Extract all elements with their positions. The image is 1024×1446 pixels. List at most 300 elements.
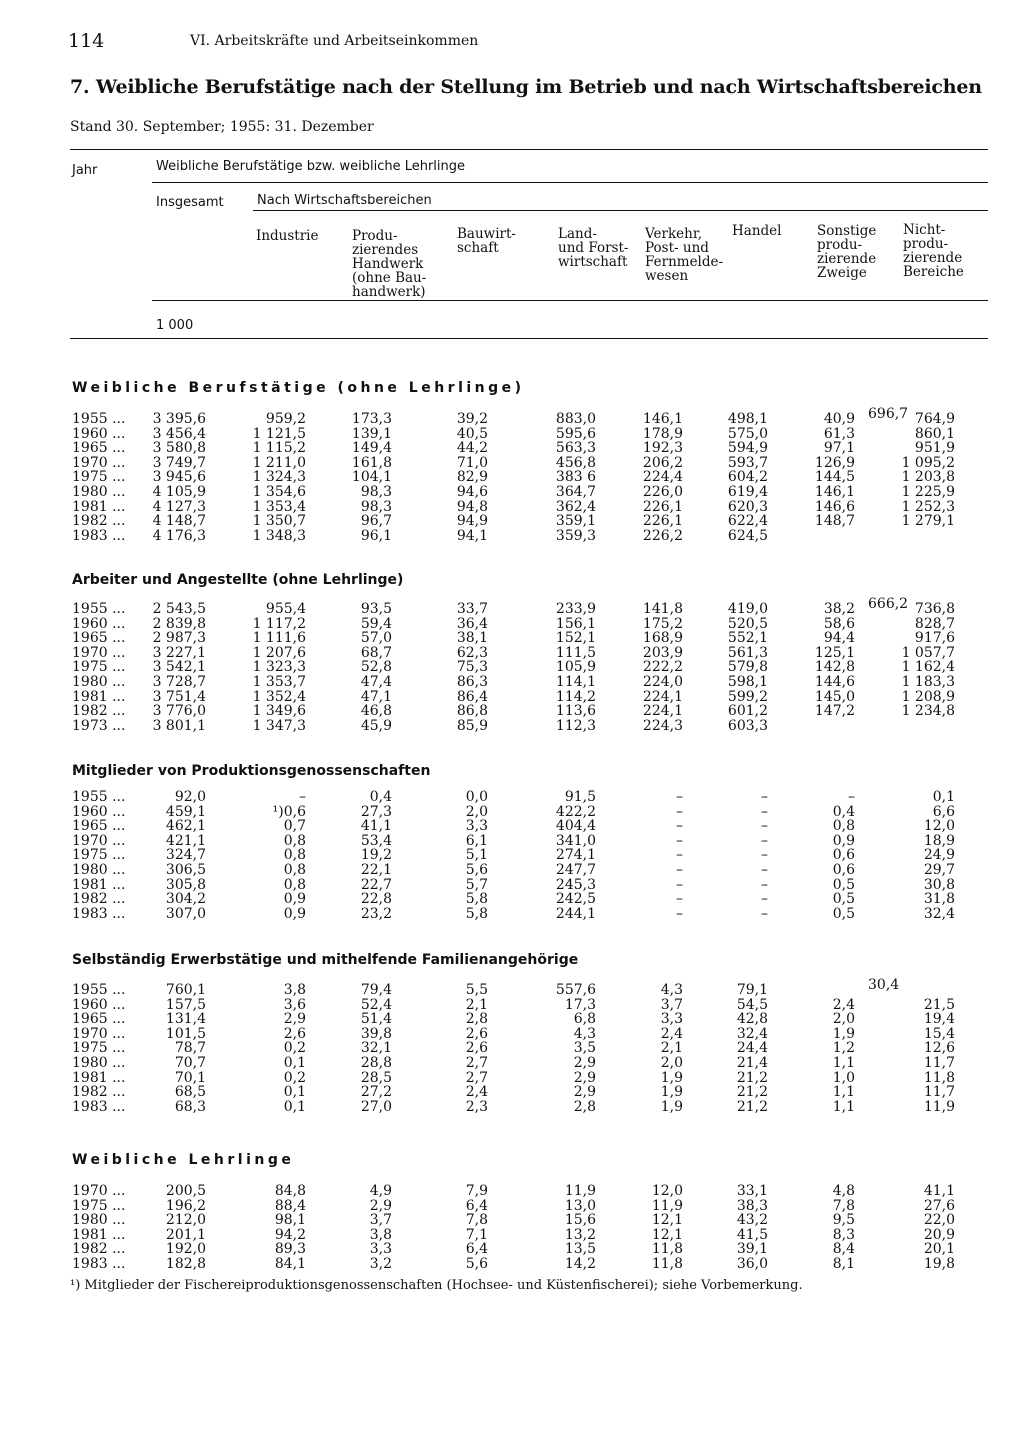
cell-land-forst: 114,1 — [555, 674, 596, 690]
cell-handel: – — [761, 818, 768, 835]
cell-year: 1965 ... — [72, 630, 126, 647]
cell-handwerk: 79,4 — [360, 982, 392, 998]
cell-sonstige: 148,7 — [814, 513, 855, 530]
cell-year: 1955 ... — [72, 601, 126, 617]
cell-verkehr: 3,7 — [660, 996, 683, 1013]
header-rule-bottom — [70, 338, 988, 339]
cell-year: 1982 ... — [72, 1084, 126, 1101]
cell-verkehr: 11,8 — [651, 1256, 683, 1272]
cell-bauwirtschaft: 94,1 — [456, 527, 488, 544]
cell-nicht-produzierende: 21,5 — [923, 996, 955, 1013]
cell-year: 1970 ... — [72, 1025, 126, 1042]
cell-sonstige: 38,2 — [823, 601, 855, 617]
table-row — [0, 1213, 1024, 1228]
cell-handwerk: 19,2 — [360, 847, 392, 864]
cell-industrie: 1 115,2 — [252, 440, 306, 457]
cell-land-forst: 105,9 — [555, 659, 596, 676]
cell-bauwirtschaft: 2,1 — [465, 996, 488, 1013]
cell-handwerk: 98,3 — [360, 498, 392, 515]
cell-handel: 419,0 — [727, 601, 768, 617]
cell-handel: 21,4 — [736, 1055, 768, 1071]
cell-nicht-produzierende: 1 208,9 — [901, 688, 955, 705]
cell-bauwirtschaft: 2,4 — [465, 1084, 488, 1101]
cell-handwerk: 57,0 — [360, 630, 392, 647]
cell-nicht-produzierende: 11,8 — [923, 1069, 955, 1086]
cell-nicht-produzierende: 1 279,1 — [901, 513, 955, 530]
cell-handwerk: 52,4 — [360, 996, 392, 1013]
cell-bauwirtschaft: 86,3 — [456, 674, 488, 690]
cell-handel: 593,7 — [727, 454, 768, 471]
cell-insgesamt: 70,7 — [174, 1055, 206, 1071]
cell-nicht-produzierende: 11,7 — [923, 1084, 955, 1101]
cell-land-forst: 364,7 — [555, 484, 596, 500]
header-col-handwerk: Produ- zierendes Handwerk (ohne Bau- handwerk) — [352, 228, 427, 300]
cell-handel: 36,0 — [736, 1256, 768, 1272]
cell-insgesamt: 68,3 — [174, 1098, 206, 1115]
table-subtitle: Stand 30. September; 1955: 31. Dezember — [70, 119, 374, 135]
section-title: Arbeiter und Angestellte (ohne Lehrlinge) — [72, 572, 404, 588]
cell-insgesamt: 304,2 — [165, 891, 206, 908]
cell-nicht-produzierende: 27,6 — [923, 1197, 955, 1214]
cell-handel: 21,2 — [736, 1069, 768, 1086]
cell-industrie: 0,8 — [283, 862, 306, 878]
cell-insgesamt: 192,0 — [165, 1241, 206, 1258]
table-row — [0, 1100, 1024, 1115]
cell-industrie: 1 348,3 — [252, 527, 306, 544]
cell-verkehr: – — [676, 862, 683, 878]
cell-nicht-produzierende: 20,1 — [923, 1241, 955, 1258]
cell-insgesamt: 196,2 — [165, 1197, 206, 1214]
cell-insgesamt: 3 801,1 — [152, 717, 206, 734]
cell-verkehr: – — [676, 818, 683, 835]
cell-land-forst: 13,0 — [564, 1197, 596, 1214]
cell-verkehr: 226,1 — [642, 513, 683, 530]
cell-insgesamt: 3 580,8 — [152, 440, 206, 457]
cell-handwerk: 139,1 — [351, 425, 392, 442]
cell-industrie: 1 111,6 — [252, 630, 306, 647]
cell-sonstige: 9,5 — [832, 1212, 855, 1229]
cell-year: 1960 ... — [72, 803, 126, 820]
cell-industrie: 1 353,4 — [252, 498, 306, 515]
cell-bauwirtschaft: 94,8 — [456, 498, 488, 515]
cell-year: 1955 ... — [72, 789, 126, 805]
cell-sonstige: 146,1 — [814, 484, 855, 500]
table-row — [0, 790, 1024, 805]
cell-handwerk: 4,9 — [369, 1183, 392, 1199]
cell-year: 1983 ... — [72, 527, 126, 544]
cell-insgesamt: 306,5 — [165, 862, 206, 878]
cell-insgesamt: 3 776,0 — [152, 703, 206, 720]
cell-year: 1955 ... — [72, 982, 126, 998]
cell-insgesamt: 131,4 — [165, 1011, 206, 1028]
table-row — [0, 412, 1024, 427]
cell-sonstige: 2,4 — [832, 996, 855, 1013]
cell-nicht-produzierende: 15,4 — [923, 1025, 955, 1042]
table-row — [0, 1056, 1024, 1071]
cell-handel: 33,1 — [736, 1183, 768, 1199]
section-title: Weibliche Lehrlinge — [72, 1152, 295, 1168]
cell-handel: 38,3 — [736, 1197, 768, 1214]
cell-land-forst: 233,9 — [555, 601, 596, 617]
cell-industrie: 0,1 — [283, 1098, 306, 1115]
cell-sonstige: 8,4 — [832, 1241, 855, 1258]
cell-industrie: ¹)0,6 — [272, 803, 306, 820]
cell-bauwirtschaft: 2,6 — [465, 1040, 488, 1057]
cell-bauwirtschaft: 86,4 — [456, 688, 488, 705]
cell-year: 1970 ... — [72, 644, 126, 661]
cell-year: 1982 ... — [72, 513, 126, 530]
cell-insgesamt: 3 749,7 — [152, 454, 206, 471]
cell-industrie: 1 323,3 — [252, 659, 306, 676]
cell-verkehr: – — [676, 876, 683, 893]
cell-insgesamt: 3 456,4 — [152, 425, 206, 442]
cell-land-forst: 111,5 — [555, 644, 596, 661]
cell-handwerk: 41,1 — [360, 818, 392, 835]
cell-nicht-produzierende: 1 203,8 — [901, 469, 955, 486]
cell-insgesamt: 212,0 — [165, 1212, 206, 1229]
cell-verkehr: 203,9 — [642, 644, 683, 661]
cell-year: 1981 ... — [72, 1226, 126, 1243]
cell-sonstige: 146,6 — [814, 498, 855, 515]
cell-verkehr: 141,8 — [642, 601, 683, 617]
table-row — [0, 704, 1024, 719]
cell-year: 1983 ... — [72, 1256, 126, 1272]
cell-verkehr: 2,4 — [660, 1025, 683, 1042]
cell-insgesamt: 4 176,3 — [152, 527, 206, 544]
cell-verkehr: – — [676, 832, 683, 849]
cell-industrie: 0,2 — [283, 1069, 306, 1086]
table-row — [0, 998, 1024, 1013]
cell-verkehr: 224,0 — [642, 674, 683, 690]
cell-insgesamt: 307,0 — [165, 905, 206, 922]
header-unit: 1 000 — [156, 318, 194, 333]
cell-industrie: 1 121,5 — [252, 425, 306, 442]
cell-land-forst: 13,2 — [564, 1226, 596, 1243]
cell-sonstige: 0,5 — [832, 905, 855, 922]
header-col-handel: Handel — [732, 223, 782, 239]
cell-insgesamt: 92,0 — [174, 789, 206, 805]
cell-verkehr: 178,9 — [642, 425, 683, 442]
cell-year: 1981 ... — [72, 688, 126, 705]
header-col-land-forst: Land- und Forst- wirtschaft — [558, 226, 629, 270]
cell-nicht-produzierende: 860,1 — [914, 425, 955, 442]
cell-handel: – — [761, 876, 768, 893]
table-title: 7. Weibliche Berufstätige nach der Stellung im Betrieb und nach Wirtschaftsbereichen — [70, 76, 982, 98]
cell-year: 1980 ... — [72, 1055, 126, 1071]
cell-sonstige: 1,9 — [832, 1025, 855, 1042]
cell-verkehr: 1,9 — [660, 1069, 683, 1086]
cell-handwerk: 22,8 — [360, 891, 392, 908]
table-row — [0, 485, 1024, 500]
cell-handel: 624,5 — [727, 527, 768, 544]
cell-nicht-produzierende: 32,4 — [923, 905, 955, 922]
cell-handwerk: 32,1 — [360, 1040, 392, 1057]
cell-handel: 604,2 — [727, 469, 768, 486]
cell-nicht-produzierende: 951,9 — [914, 440, 955, 457]
page-number: 114 — [68, 30, 105, 52]
cell-bauwirtschaft: 5,6 — [465, 1256, 488, 1272]
cell-industrie: 0,9 — [283, 905, 306, 922]
header-col-sonstige: Sonstige produ- zierende Zweige — [817, 223, 877, 281]
cell-land-forst: 3,5 — [573, 1040, 596, 1057]
cell-nicht-produzierende: 917,6 — [914, 630, 955, 647]
cell-nicht-produzierende: 1 225,9 — [901, 484, 955, 500]
cell-handel: 42,8 — [736, 1011, 768, 1028]
cell-nicht-produzierende: 41,1 — [923, 1183, 955, 1199]
cell-bauwirtschaft: 85,9 — [456, 717, 488, 734]
cell-year: 1983 ... — [72, 905, 126, 922]
cell-handel: 552,1 — [727, 630, 768, 647]
cell-bauwirtschaft: 44,2 — [456, 440, 488, 457]
cell-land-forst: 4,3 — [573, 1025, 596, 1042]
cell-verkehr: 226,2 — [642, 527, 683, 544]
cell-handel: 24,4 — [736, 1040, 768, 1057]
cell-handwerk: 96,1 — [360, 527, 392, 544]
cell-verkehr: 12,1 — [651, 1212, 683, 1229]
table-row — [0, 1199, 1024, 1214]
cell-land-forst: 6,8 — [573, 1011, 596, 1028]
table-row — [0, 907, 1024, 922]
cell-insgesamt: 421,1 — [165, 832, 206, 849]
cell-verkehr: 11,9 — [651, 1197, 683, 1214]
cell-insgesamt: 3 945,6 — [152, 469, 206, 486]
cell-insgesamt: 182,8 — [165, 1256, 206, 1272]
cell-bauwirtschaft: 5,1 — [465, 847, 488, 864]
table-row — [0, 878, 1024, 893]
cell-insgesamt: 157,5 — [165, 996, 206, 1013]
cell-bauwirtschaft: 3,3 — [465, 818, 488, 835]
table-row — [0, 1085, 1024, 1100]
cell-nicht-produzierende: 12,0 — [923, 818, 955, 835]
cell-nicht-produzierende: 1 234,8 — [901, 703, 955, 720]
cell-industrie: 955,4 — [265, 601, 306, 617]
cell-verkehr: 222,2 — [642, 659, 683, 676]
cell-handwerk: 51,4 — [360, 1011, 392, 1028]
cell-year: 1965 ... — [72, 440, 126, 457]
cell-nicht-produzierende: 31,8 — [923, 891, 955, 908]
cell-insgesamt: 3 395,6 — [152, 411, 206, 427]
cell-industrie: 89,3 — [274, 1241, 306, 1258]
cell-verkehr: 2,1 — [660, 1040, 683, 1057]
cell-handel: 39,1 — [736, 1241, 768, 1258]
cell-verkehr: 1,9 — [660, 1098, 683, 1115]
cell-industrie: – — [299, 789, 306, 805]
cell-year: 1980 ... — [72, 862, 126, 878]
table-row — [0, 631, 1024, 646]
cell-handwerk: 47,1 — [360, 688, 392, 705]
cell-land-forst: 14,2 — [564, 1256, 596, 1272]
cell-bauwirtschaft: 2,7 — [465, 1055, 488, 1071]
cell-nicht-produzierende: 19,4 — [923, 1011, 955, 1028]
cell-handwerk: 3,7 — [369, 1212, 392, 1229]
cell-year: 1982 ... — [72, 703, 126, 720]
cell-verkehr: 226,1 — [642, 498, 683, 515]
cell-sonstige: 0,4 — [832, 803, 855, 820]
cell-insgesamt: 2 987,3 — [152, 630, 206, 647]
cell-bauwirtschaft: 6,4 — [465, 1241, 488, 1258]
table-row — [0, 1257, 1024, 1272]
cell-sonstige: 97,1 — [823, 440, 855, 457]
cell-verkehr: 12,0 — [651, 1183, 683, 1199]
cell-nicht-produzierende: 11,7 — [923, 1055, 955, 1071]
header-nach-wirtschaftsbereichen: Nach Wirtschaftsbereichen — [257, 193, 432, 208]
cell-industrie: 0,1 — [283, 1055, 306, 1071]
section-extra-value: 666,2 — [868, 596, 909, 612]
cell-sonstige: 1,1 — [832, 1098, 855, 1115]
cell-handwerk: 39,8 — [360, 1025, 392, 1042]
cell-insgesamt: 462,1 — [165, 818, 206, 835]
cell-land-forst: 2,8 — [573, 1098, 596, 1115]
header-insgesamt: Insgesamt — [156, 195, 224, 210]
cell-sonstige: – — [848, 789, 855, 805]
cell-handwerk: 149,4 — [351, 440, 392, 457]
table-row — [0, 805, 1024, 820]
cell-sonstige: 1,1 — [832, 1084, 855, 1101]
cell-nicht-produzierende: 12,6 — [923, 1040, 955, 1057]
cell-sonstige: 145,0 — [814, 688, 855, 705]
cell-sonstige: 1,2 — [832, 1040, 855, 1057]
cell-verkehr: 1,9 — [660, 1084, 683, 1101]
cell-land-forst: 17,3 — [564, 996, 596, 1013]
table-row — [0, 1228, 1024, 1243]
cell-bauwirtschaft: 2,6 — [465, 1025, 488, 1042]
cell-year: 1970 ... — [72, 454, 126, 471]
cell-verkehr: 224,1 — [642, 688, 683, 705]
cell-land-forst: 422,2 — [555, 803, 596, 820]
cell-handel: 599,2 — [727, 688, 768, 705]
cell-bauwirtschaft: 7,9 — [465, 1183, 488, 1199]
header-rule-group — [152, 182, 988, 183]
cell-verkehr: 226,0 — [642, 484, 683, 500]
cell-land-forst: 595,6 — [555, 425, 596, 442]
cell-year: 1980 ... — [72, 484, 126, 500]
cell-industrie: 0,2 — [283, 1040, 306, 1057]
cell-nicht-produzierende: 1 183,3 — [901, 674, 955, 690]
header-col-nicht-produzierende: Nicht- produ- zierende Bereiche — [903, 222, 964, 280]
cell-handwerk: 23,2 — [360, 905, 392, 922]
cell-industrie: 1 352,4 — [252, 688, 306, 705]
header-rule-top — [70, 149, 988, 150]
cell-year: 1981 ... — [72, 498, 126, 515]
cell-handwerk: 3,2 — [369, 1256, 392, 1272]
cell-nicht-produzierende: 18,9 — [923, 832, 955, 849]
cell-sonstige: 126,9 — [814, 454, 855, 471]
cell-handwerk: 22,7 — [360, 876, 392, 893]
cell-handwerk: 27,0 — [360, 1098, 392, 1115]
cell-handwerk: 53,4 — [360, 832, 392, 849]
cell-nicht-produzierende: 30,8 — [923, 876, 955, 893]
cell-sonstige: 0,5 — [832, 876, 855, 893]
cell-land-forst: 359,1 — [555, 513, 596, 530]
cell-land-forst: 247,7 — [555, 862, 596, 878]
table-row — [0, 1012, 1024, 1027]
cell-nicht-produzierende: 24,9 — [923, 847, 955, 864]
cell-bauwirtschaft: 5,7 — [465, 876, 488, 893]
cell-insgesamt: 201,1 — [165, 1226, 206, 1243]
table-row — [0, 819, 1024, 834]
cell-verkehr: 2,0 — [660, 1055, 683, 1071]
cell-sonstige: 1,1 — [832, 1055, 855, 1071]
cell-year: 1975 ... — [72, 847, 126, 864]
cell-land-forst: 156,1 — [555, 615, 596, 632]
cell-handel: 21,2 — [736, 1098, 768, 1115]
cell-sonstige: 1,0 — [832, 1069, 855, 1086]
cell-handwerk: 173,3 — [351, 411, 392, 427]
cell-year: 1975 ... — [72, 1197, 126, 1214]
cell-industrie: 1 117,2 — [252, 615, 306, 632]
cell-verkehr: 206,2 — [642, 454, 683, 471]
cell-handwerk: 3,3 — [369, 1241, 392, 1258]
header-jahr: Jahr — [72, 163, 98, 178]
cell-handel: 601,2 — [727, 703, 768, 720]
table-row — [0, 1242, 1024, 1257]
cell-sonstige: 94,4 — [823, 630, 855, 647]
chapter-heading: VI. Arbeitskräfte und Arbeitseinkommen — [190, 33, 479, 49]
cell-industrie: 0,8 — [283, 832, 306, 849]
cell-insgesamt: 3 542,1 — [152, 659, 206, 676]
cell-sonstige: 147,2 — [814, 703, 855, 720]
cell-nicht-produzierende: 22,0 — [923, 1212, 955, 1229]
cell-nicht-produzierende: 11,9 — [923, 1098, 955, 1115]
table-row — [0, 719, 1024, 734]
cell-handel: – — [761, 905, 768, 922]
cell-bauwirtschaft: 0,0 — [465, 789, 488, 805]
cell-sonstige: 0,6 — [832, 862, 855, 878]
cell-insgesamt: 324,7 — [165, 847, 206, 864]
cell-handwerk: 28,8 — [360, 1055, 392, 1071]
cell-industrie: 0,8 — [283, 847, 306, 864]
table-row — [0, 1041, 1024, 1056]
cell-handel: 520,5 — [727, 615, 768, 632]
cell-verkehr: – — [676, 905, 683, 922]
cell-sonstige: 61,3 — [823, 425, 855, 442]
cell-land-forst: 91,5 — [564, 789, 596, 805]
header-col-bauwirtschaft: Bauwirt- schaft — [457, 226, 516, 256]
header-rule-cols — [152, 300, 988, 301]
cell-bauwirtschaft: 36,4 — [456, 615, 488, 632]
cell-verkehr: 3,3 — [660, 1011, 683, 1028]
cell-industrie: 1 347,3 — [252, 717, 306, 734]
cell-handel: 575,0 — [727, 425, 768, 442]
cell-industrie: 94,2 — [274, 1226, 306, 1243]
cell-bauwirtschaft: 40,5 — [456, 425, 488, 442]
cell-land-forst: 362,4 — [555, 498, 596, 515]
cell-handel: 561,3 — [727, 644, 768, 661]
cell-verkehr: 224,4 — [642, 469, 683, 486]
cell-land-forst: 244,1 — [555, 905, 596, 922]
cell-bauwirtschaft: 39,2 — [456, 411, 488, 427]
cell-handel: – — [761, 789, 768, 805]
cell-year: 1955 ... — [72, 411, 126, 427]
cell-bauwirtschaft: 94,6 — [456, 484, 488, 500]
cell-insgesamt: 4 148,7 — [152, 513, 206, 530]
cell-land-forst: 152,1 — [555, 630, 596, 647]
cell-year: 1960 ... — [72, 996, 126, 1013]
cell-verkehr: – — [676, 803, 683, 820]
cell-sonstige: 7,8 — [832, 1197, 855, 1214]
cell-year: 1982 ... — [72, 1241, 126, 1258]
cell-industrie: 1 207,6 — [252, 644, 306, 661]
header-rule-sectors — [253, 210, 988, 211]
header-group: Weibliche Berufstätige bzw. weibliche Lehrlinge — [156, 159, 466, 174]
table-row — [0, 1184, 1024, 1199]
cell-verkehr: 175,2 — [642, 615, 683, 632]
cell-industrie: 88,4 — [274, 1197, 306, 1214]
cell-nicht-produzierende: 29,7 — [923, 862, 955, 878]
cell-bauwirtschaft: 2,8 — [465, 1011, 488, 1028]
cell-nicht-produzierende: 0,1 — [932, 789, 955, 805]
cell-nicht-produzierende: 1 095,2 — [901, 454, 955, 471]
